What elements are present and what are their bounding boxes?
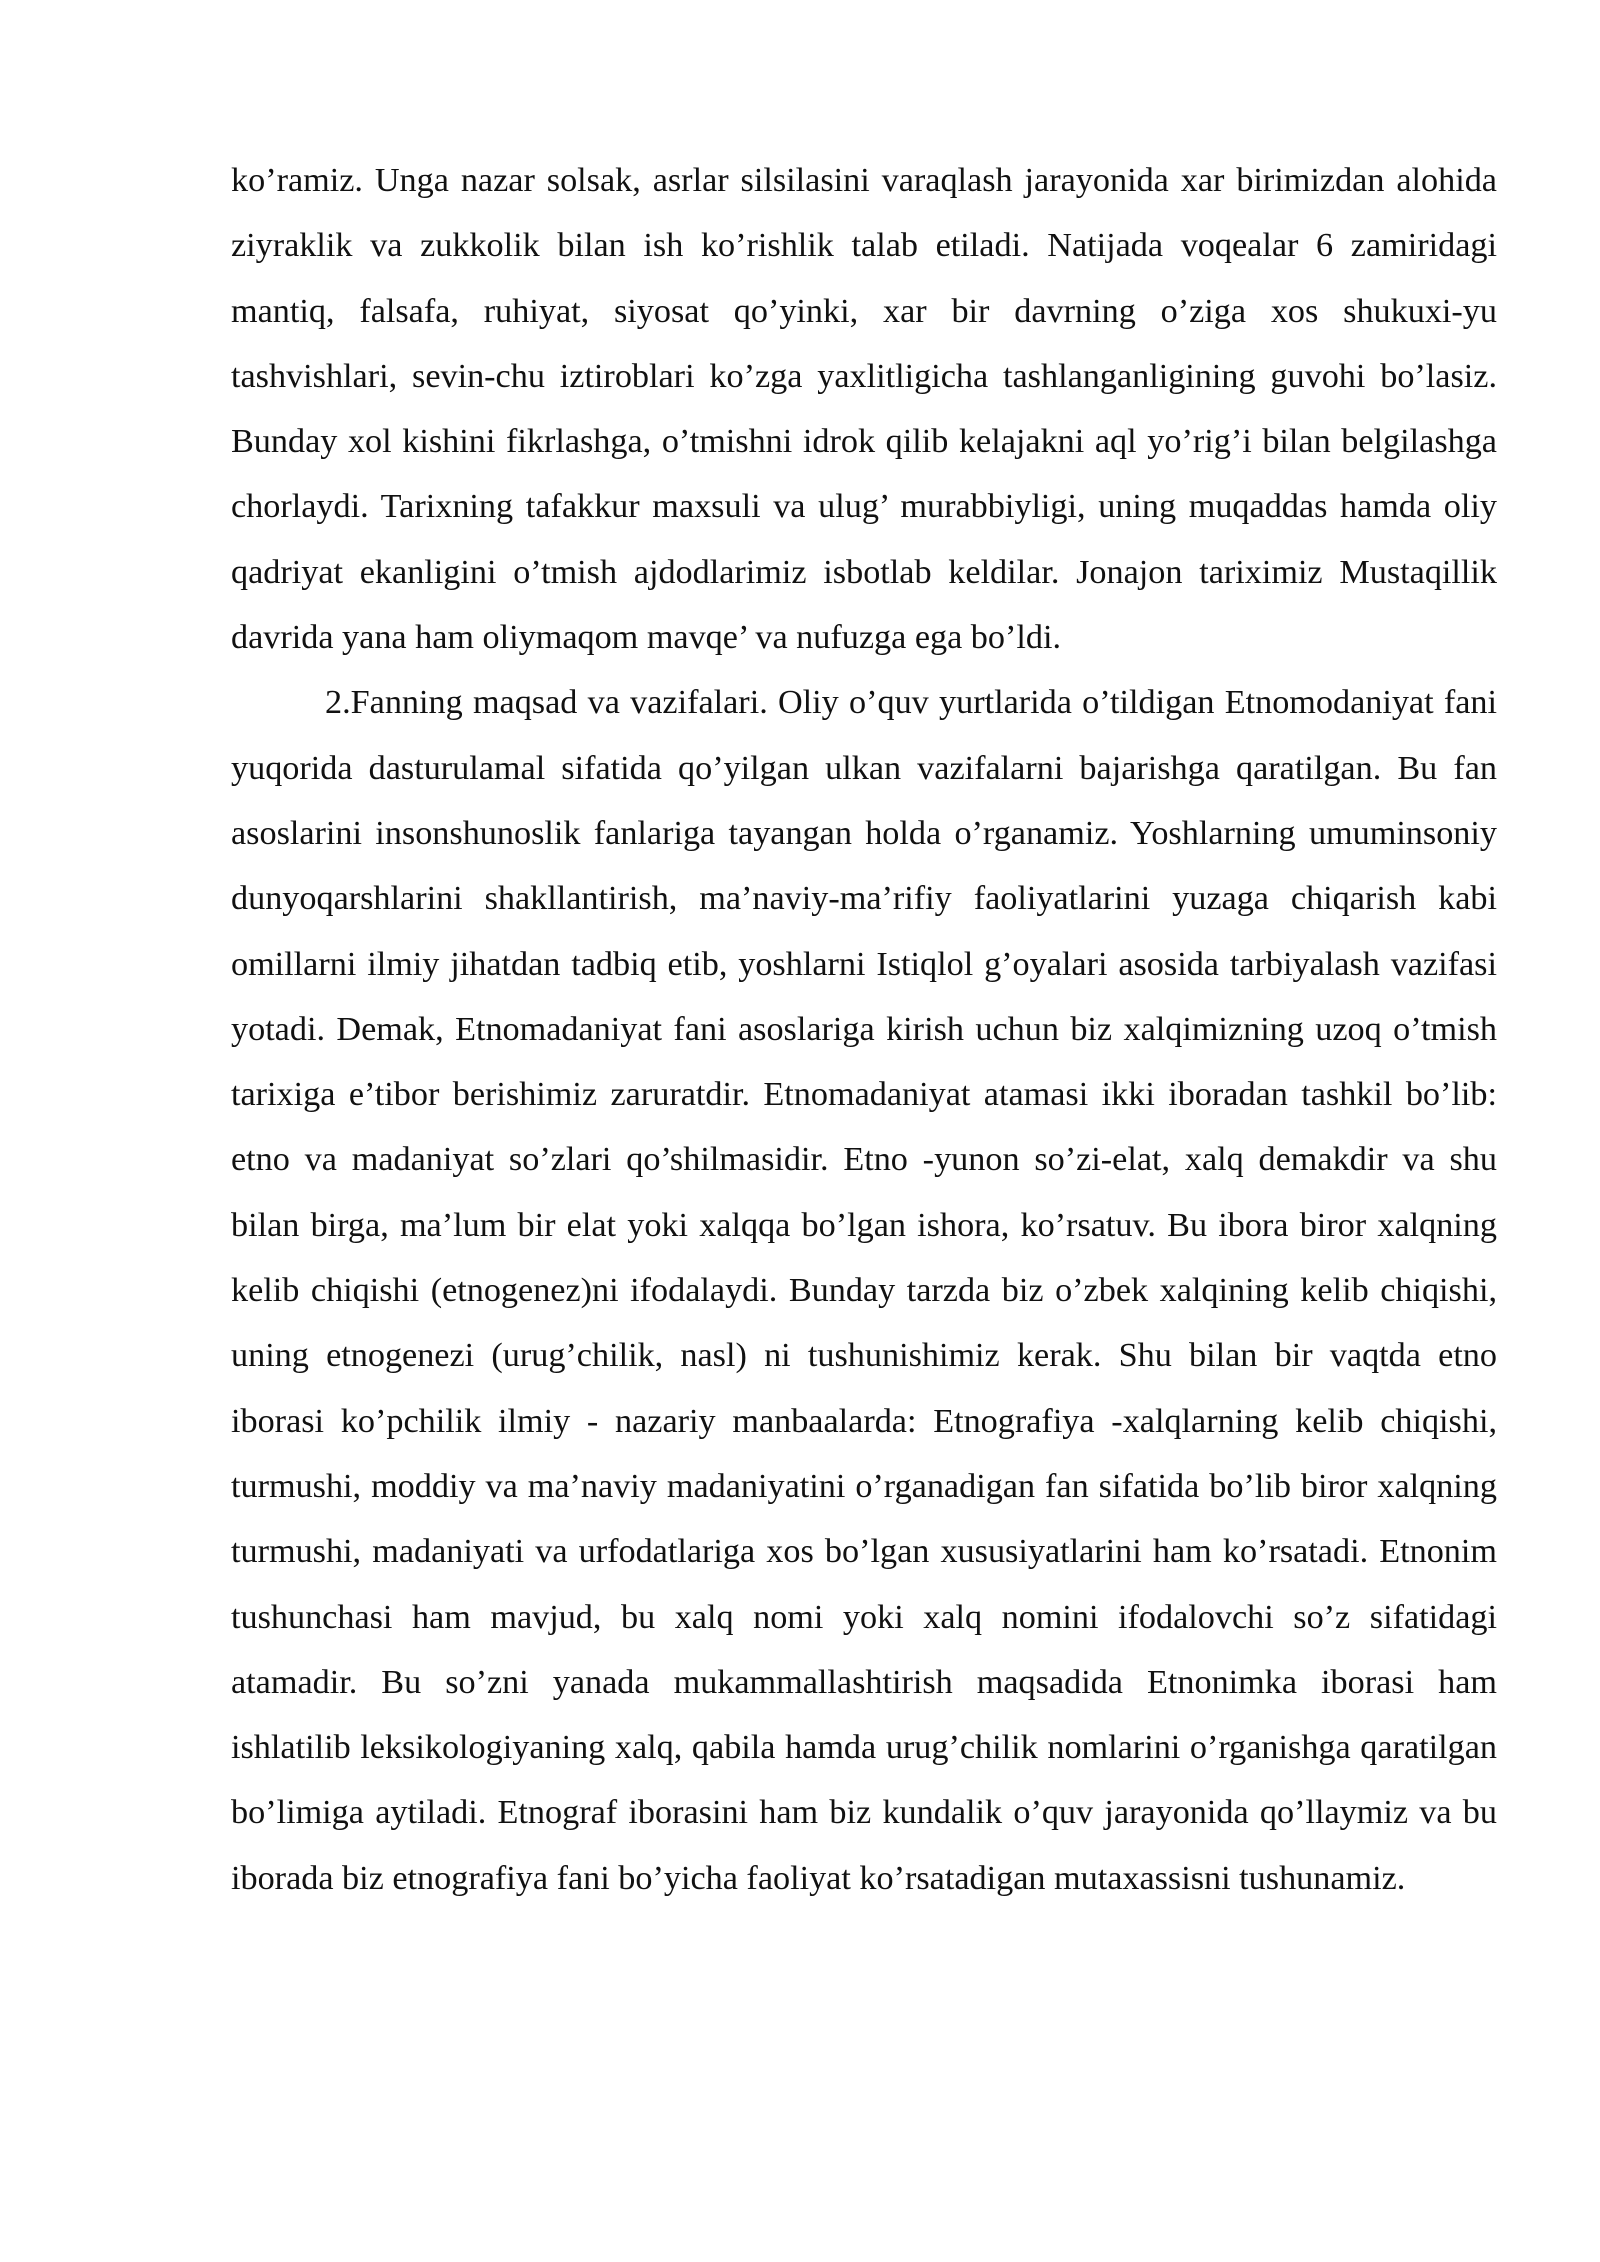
paragraph-continuation: ko’ramiz. Unga nazar solsak, asrlar silsilasini varaqlash jarayonida xar birimizdan alohida ziyraklik va zukkolik bilan ish ko’rishlik talab etiladi. Natijada voqealar 6 zamiridagi mantiq, falsafa, ruhiyat, siyosat qo’yinki, xar bir davrning o’ziga xos shukuxi-yu tashvishlari, sevin-chu iztiroblari ko’zga yaxlitligicha tashlanganligining guvohi bo’lasiz. Bunday xol kishini fikrlashga, o’tmishni idrok qilib kelajakni aql yo’rig’i bilan belgilashga chorlaydi. Tarixning tafakkur maxsuli va ulug’ murabbiyligi, uning muqaddas hamda oliy qadriyat ekanligini o’tmish ajdodlarimiz isbotlab keldilar. Jonajon tariximiz Mustaqillik davrida yana ham oliymaqom mavqe’ va nufuzga ega bo’ldi. — [231, 162, 1497, 657]
paragraph-fan-maqsad-vazifalari: 2.Fanning maqsad va vazifalari. Oliy o’quv yurtlarida o’tildigan Etnomodaniyat fani yuqorida dasturulamal sifatida qo’yilgan ulkan vazifalarni bajarishga qaratilgan. Bu fan asoslarini insonshunoslik fanlariga tayangan holda o’rganamiz. Yoshlarning umuminsoniy dunyoqarshlarini shakllantirish, ma’naviy-ma’rifiy faoliyatlarini yuzaga chiqarish kabi omillarni ilmiy jihatdan tadbiq etib, yoshlarni Istiqlol g’oyalari asosida tarbiyalash vazifasi yotadi. Demak, Etnomadaniyat fani asoslariga kirish uchun biz xalqimizning uzoq o’tmish tarixiga e’tibor berishimiz zaruratdir. Etnomadaniyat atamasi ikki iboradan tashkil bo’lib: etno va madaniyat so’zlari qo’shilmasidir. Etno -yunon so’zi-elat, xalq demakdir va shu bilan birga, ma’lum bir elat yoki xalqqa bo’lgan ishora, ko’rsatuv. Bu ibora biror xalqning kelib chiqishi (etnogenez)ni ifodalaydi. Bunday tarzda biz o’zbek xalqining kelib chiqishi, uning etnogenezi (urug’chilik, nasl) ni tushunishimiz kerak. Shu bilan bir vaqtda etno iborasi ko’pchilik ilmiy - nazariy manbaalarda: Etnografiya -xalqlarning kelib chiqishi, turmushi, moddiy va ma’naviy madaniyatini o’rganadigan fan sifatida bo’lib biror xalqning turmushi, madaniyati va urfodatlariga xos bo’lgan xususiyatlarini ham ko’rsatadi. Etnonim tushunchasi ham mavjud, bu xalq nomi yoki xalq nomini ifodalovchi so’z sifatidagi atamadir. Bu so’zni yanada mukammallashtirish maqsadida Etnonimka iborasi ham ishlatilib leksikologiyaning xalq, qabila hamda urug’chilik nomlarini o’rganishga qaratilgan bo’limiga aytiladi. Etnograf iborasini ham biz kundalik o’quv jarayonida qo’llaymiz va bu iborada biz etnografiya fani bo’yicha faoliyat ko’rsatadigan mutaxassisni tushunamiz. — [231, 684, 1497, 1897]
document-body — [231, 148, 1497, 1911]
